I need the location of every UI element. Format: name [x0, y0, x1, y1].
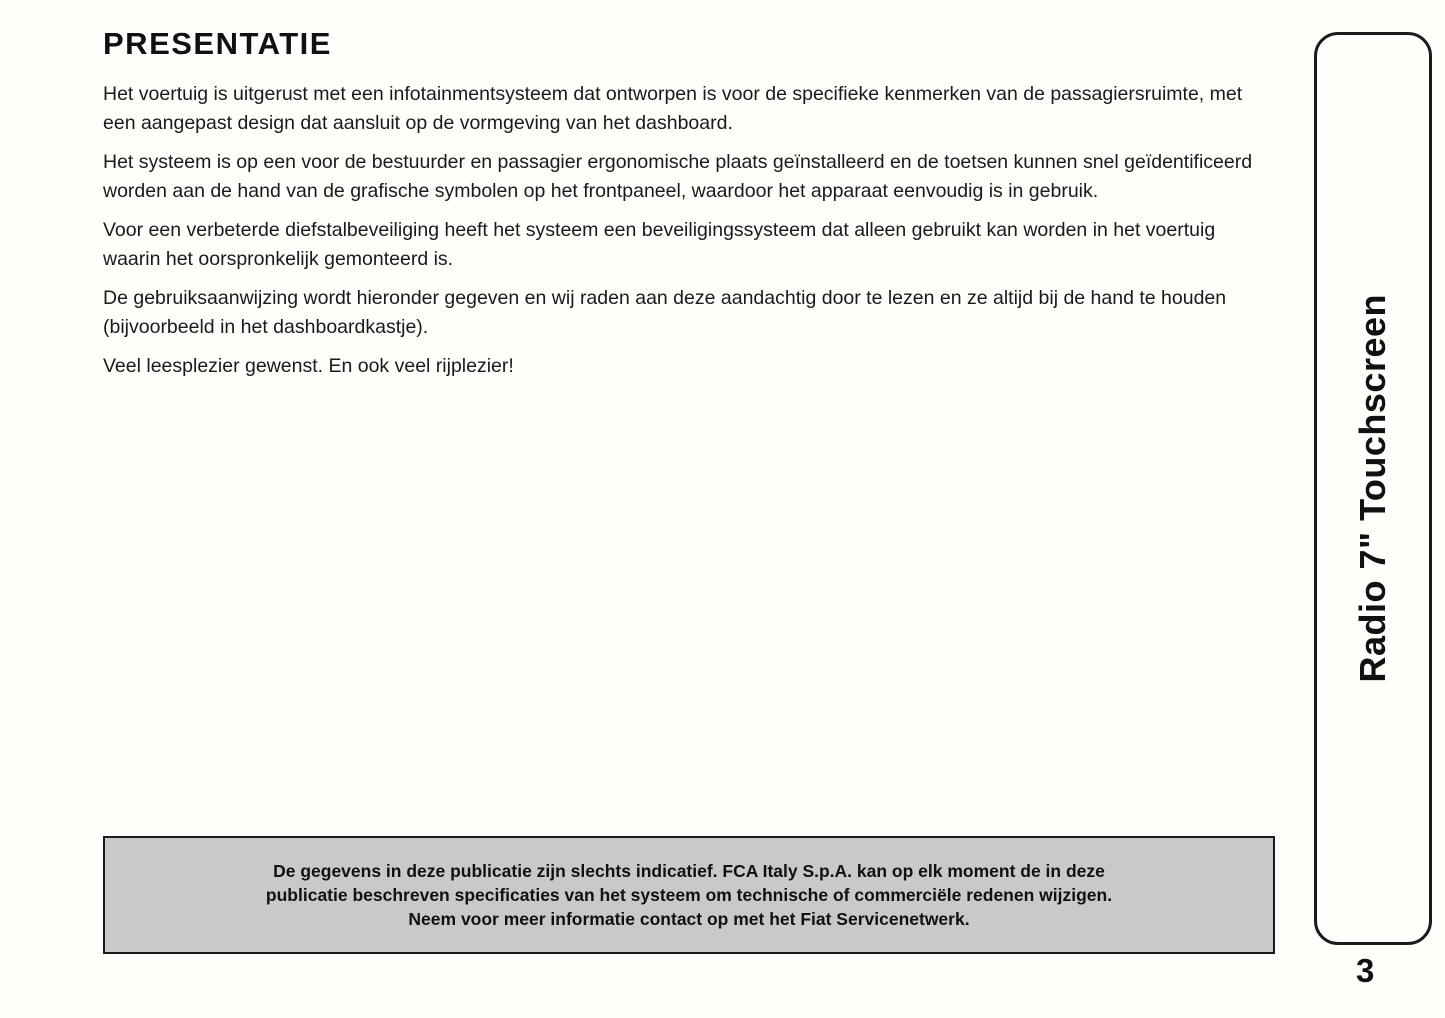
- body-paragraph: Het voertuig is uitgerust met een infotainmentsysteem dat ontworpen is voor de specifieke kenmerken van de passagiersruimte, met een aangepast design dat aansluit op de vormgeving van het dashboard.: [103, 83, 1243, 134]
- chapter-tab: [1314, 32, 1432, 945]
- body-paragraph: Voor een verbeterde diefstalbeveiliging heeft het systeem een beveiligingssysteem dat alleen gebruikt kan worden in het voertuig waarin het oorspronkelijk gemonteerd is.: [103, 219, 1216, 270]
- body-paragraph: Veel leesplezier gewenst. En ook veel rijplezier!: [103, 355, 514, 377]
- chapter-tab-label: Radio 7" Touchscreen: [1352, 294, 1393, 683]
- notice-box: [103, 836, 1275, 954]
- notice-line: Neem voor meer informatie contact op met het Fiat Servicenetwerk.: [408, 909, 970, 929]
- body-paragraph: Het systeem is op een voor de bestuurder en passagier ergonomische plaats geïnstalleerd en de toetsen kunnen snel geïdentificeerd worden aan de hand van de grafische symbolen op het frontpaneel, waardoor het apparaat eenvoudig is in gebruik.: [103, 151, 1253, 202]
- page-number: 3: [1356, 952, 1375, 989]
- page-title: PRESENTATIE: [103, 26, 332, 61]
- notice-line: De gegevens in deze publicatie zijn slechts indicatief. FCA Italy S.p.A. kan op elk moment de in deze: [273, 861, 1105, 881]
- notice-line: publicatie beschreven specificaties van het systeem om technische of commerciële redenen wijzigen.: [265, 885, 1113, 905]
- page-content: [103, 26, 1276, 391]
- body-paragraph: De gebruiksaanwijzing wordt hieronder gegeven en wij raden aan deze aandachtig door te lezen en ze altijd bij de hand te houden (bijvoorbeeld in het dashboardkastje).: [103, 287, 1227, 338]
